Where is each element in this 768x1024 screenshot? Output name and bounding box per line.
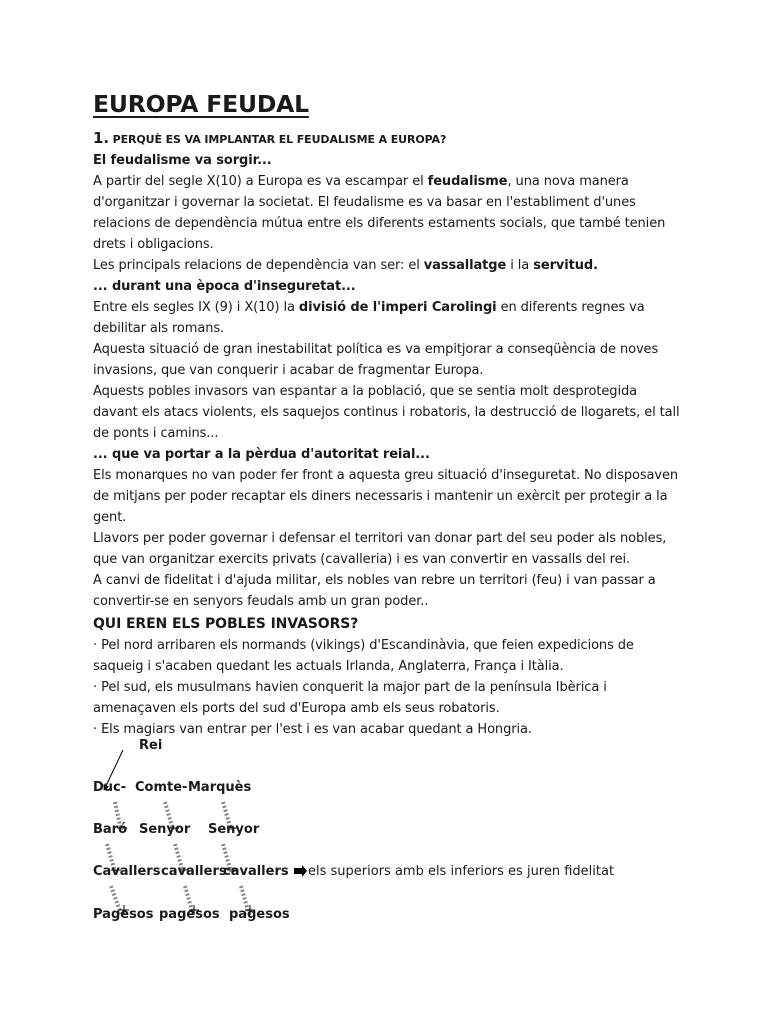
bullet-magiars: · Els magiars van entrar per l'est i es van acabar quedant a Hongria.: [93, 722, 532, 737]
label-senyor-2: Senyor: [208, 822, 260, 837]
label-pagesos-3: pagesos: [229, 907, 290, 922]
subheading-autoritat: ... que va portar a la pèrdua d'autoritat reial...: [93, 447, 430, 462]
section-2-heading: QUI EREN ELS POBLES INVASORS?: [93, 616, 359, 632]
paragraph-pobles-invasors: Aquests pobles invasors van espantar a la població, que se sentia molt desprotegida davant els atacs violents, els saquejos continus i robatoris, la destrucció de llogarets, el tall de ponts i camins...: [93, 384, 680, 441]
document-page: [93, 88, 683, 740]
paragraph-relacions: Les principals relacions de dependència van ser: el vassallatge i la servitud.: [93, 258, 598, 273]
section-1-heading: [93, 128, 683, 150]
label-duc: Duc-: [93, 780, 127, 795]
label-pagesos-1: Pagesos: [93, 907, 154, 922]
label-senyor-1: Senyor: [139, 822, 191, 837]
label-fidelitat-note: els superiors amb els inferiors es juren fidelitat: [308, 864, 615, 879]
bullet-musulmans: · Pel sud, els musulmans havien conquerit la major part de la península Ibèrica i amenaçaven els ports del sud d'Europa amb els seus robatoris.: [93, 680, 607, 716]
feudal-hierarchy-diagram: [93, 736, 693, 936]
label-cavallers-2: cavallers: [161, 864, 227, 879]
section-1-heading-text: PERQUÈ ES VA IMPLANTAR EL FEUDALISME A EUROPA?: [112, 133, 447, 146]
paragraph-nobles: Llavors per poder governar i defensar el territori van donar part del seu poder als nobles, que van organitzar exercits privats (cavalleria) i es van convertir en vassalls del rei.: [93, 531, 667, 567]
label-cavallers-3: cavallers: [223, 864, 289, 879]
label-marques: Marquès: [188, 780, 252, 795]
subheading-sorgir: El feudalisme va sorgir...: [93, 153, 272, 168]
label-rei: Rei: [139, 738, 163, 753]
note-arrow-icon: [294, 865, 307, 877]
label-baro: Baró: [93, 822, 128, 837]
label-pagesos-2: pagesos: [159, 907, 220, 922]
paragraph-feudalisme: A partir del segle X(10) a Europa es va escampar el feudalisme, una nova manera d'organitzar i governar la societat. El feudalisme es va basar en l'establiment d'unes relacions de dependència mútua entre els diferents estaments socials, que també tenien drets i obligacions.: [93, 174, 666, 252]
label-comte: Comte-: [135, 780, 188, 795]
page-title: EUROPA FEUDAL: [93, 90, 309, 118]
paragraph-carolingi: Entre els segles IX (9) i X(10) la divisió de l'imperi Carolingi en diferents regnes va debilitar als romans.: [93, 300, 645, 336]
label-cavallers-1: Cavallers: [93, 864, 161, 879]
bullet-normands: · Pel nord arribaren els normands (vikings) d'Escandinàvia, que feien expedicions de saqueig i s'acaben quedant les actuals Irlanda, Anglaterra, França i Itàlia.: [93, 638, 634, 674]
paragraph-invasions: Aquesta situació de gran inestabilitat política es va empitjorar a conseqüència de noves invasions, que van conquerir i acabar de fragmentar Europa.: [93, 342, 659, 378]
paragraph-monarques: Els monarques no van poder fer front a aquesta greu situació d'inseguretat. No disposaven de mitjans per poder recaptar els diners necessaris i mantenir un exèrcit per protegir a la gent.: [93, 468, 679, 525]
section-1-number: 1.: [93, 129, 109, 147]
subheading-inseguretat: ... durant una època d'inseguretat...: [93, 279, 356, 294]
paragraph-fidelitat: A canvi de fidelitat i d'ajuda militar, els nobles van rebre un territori (feu) i van passar a convertir-se en senyors feudals amb un gran poder..: [93, 573, 656, 609]
